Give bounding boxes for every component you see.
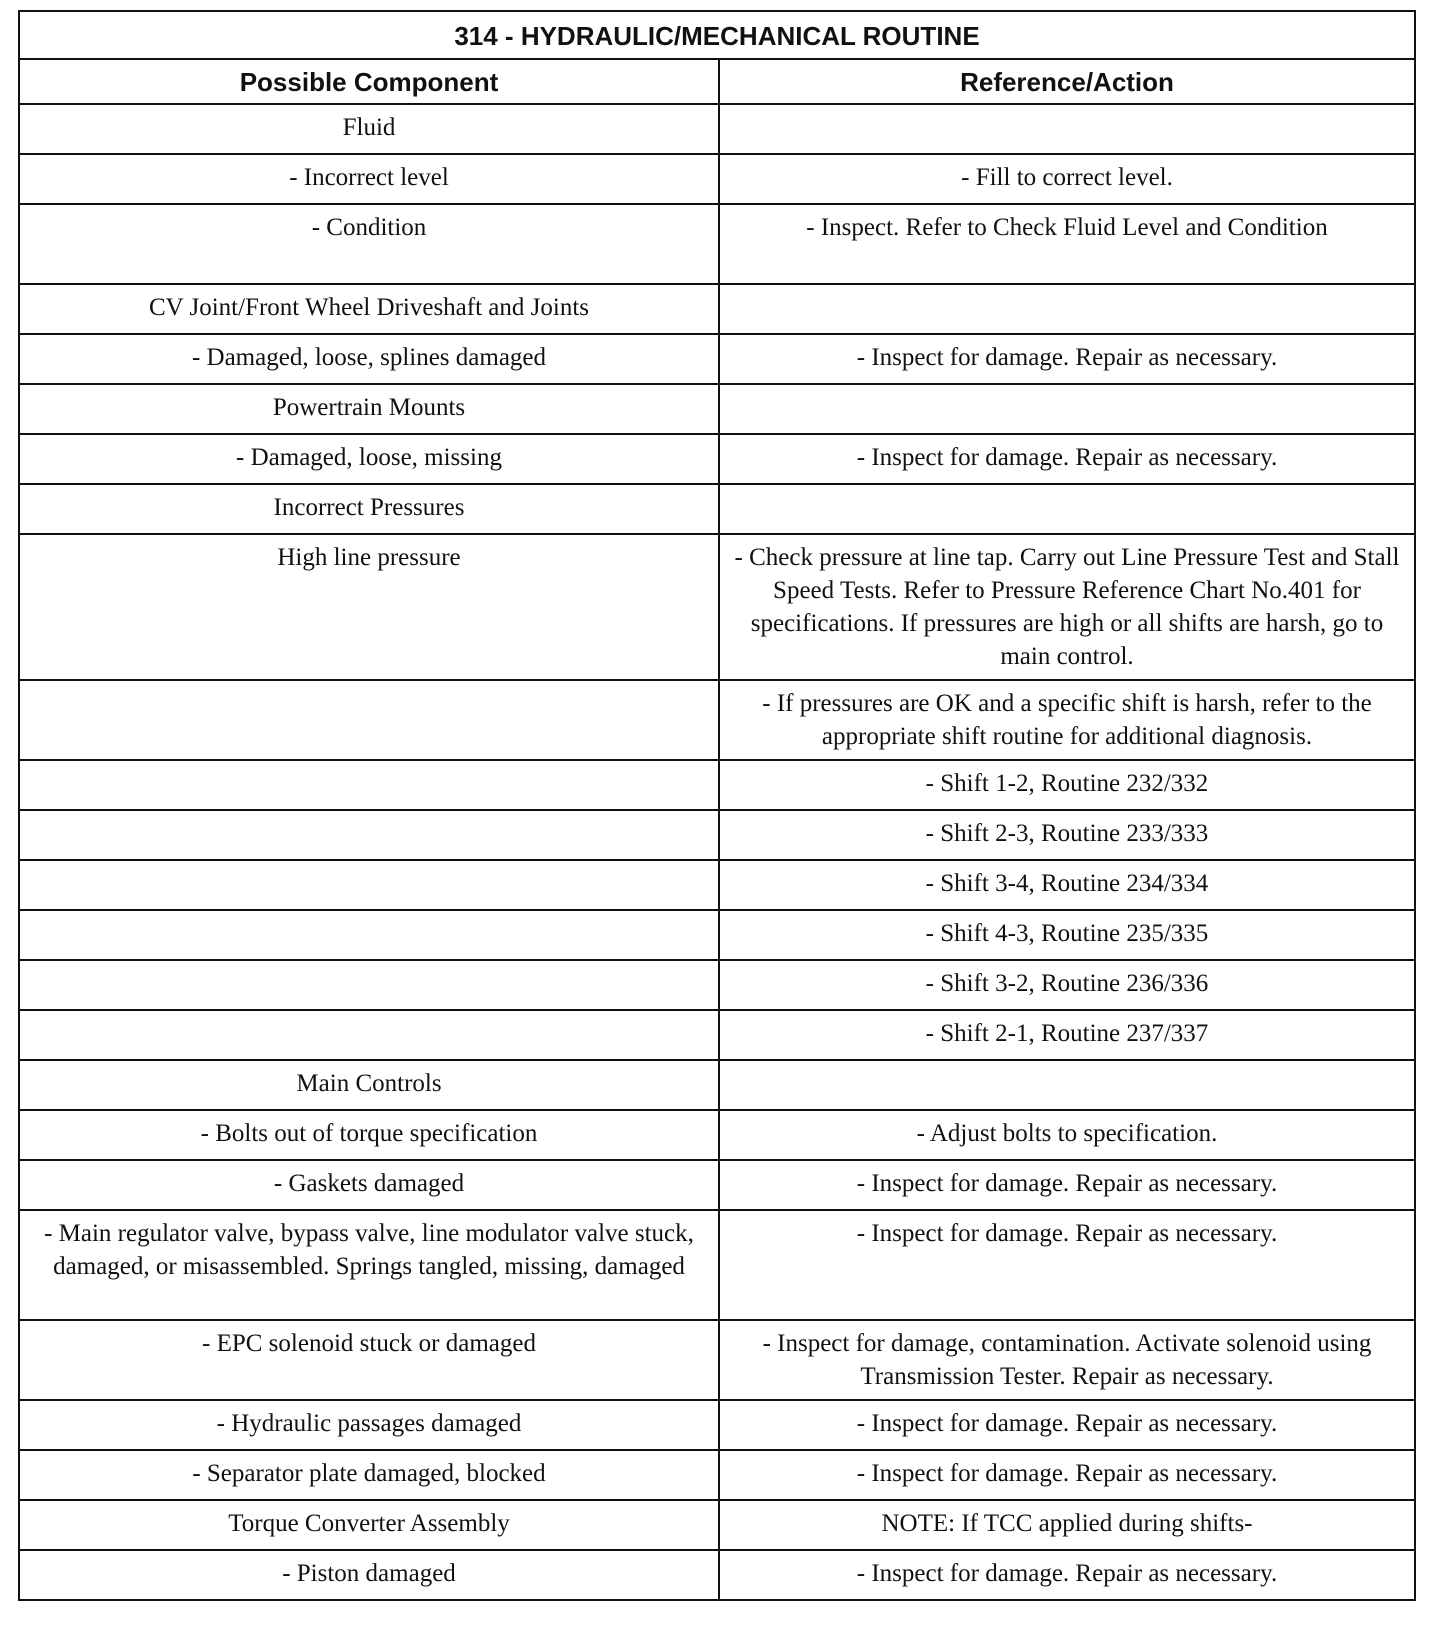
table-row [19, 534, 1415, 680]
component-cell [19, 860, 719, 910]
component-cell: - Damaged, loose, splines damaged [19, 334, 719, 384]
component-cell [19, 1010, 719, 1060]
component-cell: Torque Converter Assembly [19, 1500, 719, 1550]
action-cell: - Shift 4-3, Routine 235/335 [719, 910, 1415, 960]
column-header-component: Possible Component [19, 59, 719, 104]
table-row [19, 1010, 1415, 1060]
table-row [19, 154, 1415, 204]
table-header-row [19, 59, 1415, 104]
table-row [19, 284, 1415, 334]
action-cell [719, 1060, 1415, 1110]
table-row [19, 680, 1415, 760]
table-row [19, 1400, 1415, 1450]
action-cell: - Fill to correct level. [719, 154, 1415, 204]
action-cell: - Inspect for damage. Repair as necessary. [719, 334, 1415, 384]
table-row [19, 434, 1415, 484]
action-cell: - Shift 1-2, Routine 232/332 [719, 760, 1415, 810]
component-cell: - Hydraulic passages damaged [19, 1400, 719, 1450]
component-cell: CV Joint/Front Wheel Driveshaft and Joints [19, 284, 719, 334]
component-cell: - Damaged, loose, missing [19, 434, 719, 484]
component-cell: - Bolts out of torque specification [19, 1110, 719, 1160]
component-cell: - EPC solenoid stuck or damaged [19, 1320, 719, 1400]
table-row [19, 334, 1415, 384]
component-cell: Fluid [19, 104, 719, 154]
action-cell: - Shift 2-1, Routine 237/337 [719, 1010, 1415, 1060]
component-cell: - Gaskets damaged [19, 1160, 719, 1210]
component-cell: - Main regulator valve, bypass valve, line modulator valve stuck, damaged, or misassembled. Springs tangled, missing, damaged [19, 1210, 719, 1320]
action-cell: - Inspect for damage. Repair as necessary. [719, 1160, 1415, 1210]
action-cell: - Inspect for damage. Repair as necessary. [719, 1450, 1415, 1500]
table-title: 314 - HYDRAULIC/MECHANICAL ROUTINE [19, 11, 1415, 59]
hydraulic-routine-table [18, 10, 1416, 1601]
table-row [19, 860, 1415, 910]
action-cell: - Inspect for damage. Repair as necessary. [719, 1400, 1415, 1450]
table-row [19, 960, 1415, 1010]
component-cell: - Separator plate damaged, blocked [19, 1450, 719, 1500]
action-cell: NOTE: If TCC applied during shifts- [719, 1500, 1415, 1550]
table-row [19, 1060, 1415, 1110]
table-row [19, 104, 1415, 154]
component-cell: High line pressure [19, 534, 719, 680]
component-cell: - Incorrect level [19, 154, 719, 204]
action-cell: - Inspect. Refer to Check Fluid Level and Condition [719, 204, 1415, 284]
table-row [19, 1160, 1415, 1210]
action-cell: - Inspect for damage. Repair as necessary. [719, 1550, 1415, 1600]
table-row [19, 1450, 1415, 1500]
table-row [19, 384, 1415, 434]
component-cell [19, 910, 719, 960]
table-title-row [19, 11, 1415, 59]
action-cell: - Inspect for damage, contamination. Activate solenoid using Transmission Tester. Repair as necessary. [719, 1320, 1415, 1400]
action-cell: - Inspect for damage. Repair as necessary. [719, 1210, 1415, 1320]
action-cell: - Adjust bolts to specification. [719, 1110, 1415, 1160]
component-cell: Main Controls [19, 1060, 719, 1110]
component-cell: Incorrect Pressures [19, 484, 719, 534]
component-cell [19, 760, 719, 810]
column-header-action: Reference/Action [719, 59, 1415, 104]
table-row [19, 1210, 1415, 1320]
table-row [19, 204, 1415, 284]
table-row [19, 1110, 1415, 1160]
component-cell [19, 960, 719, 1010]
action-cell: - If pressures are OK and a specific shift is harsh, refer to the appropriate shift routine for additional diagnosis. [719, 680, 1415, 760]
table-row [19, 1550, 1415, 1600]
table-row [19, 810, 1415, 860]
table-row [19, 1500, 1415, 1550]
table-row [19, 760, 1415, 810]
action-cell: - Shift 3-4, Routine 234/334 [719, 860, 1415, 910]
component-cell: Powertrain Mounts [19, 384, 719, 434]
action-cell: - Shift 2-3, Routine 233/333 [719, 810, 1415, 860]
action-cell [719, 104, 1415, 154]
table-row [19, 1320, 1415, 1400]
table-row [19, 910, 1415, 960]
action-cell: - Inspect for damage. Repair as necessary. [719, 434, 1415, 484]
action-cell [719, 384, 1415, 434]
action-cell: - Shift 3-2, Routine 236/336 [719, 960, 1415, 1010]
component-cell [19, 680, 719, 760]
action-cell [719, 484, 1415, 534]
component-cell: - Condition [19, 204, 719, 284]
table-row [19, 484, 1415, 534]
component-cell: - Piston damaged [19, 1550, 719, 1600]
component-cell [19, 810, 719, 860]
action-cell [719, 284, 1415, 334]
action-cell: - Check pressure at line tap. Carry out Line Pressure Test and Stall Speed Tests. Refer to Pressure Reference Chart No.401 for specifications. If pressures are high or all shifts are harsh, go to main control. [719, 534, 1415, 680]
